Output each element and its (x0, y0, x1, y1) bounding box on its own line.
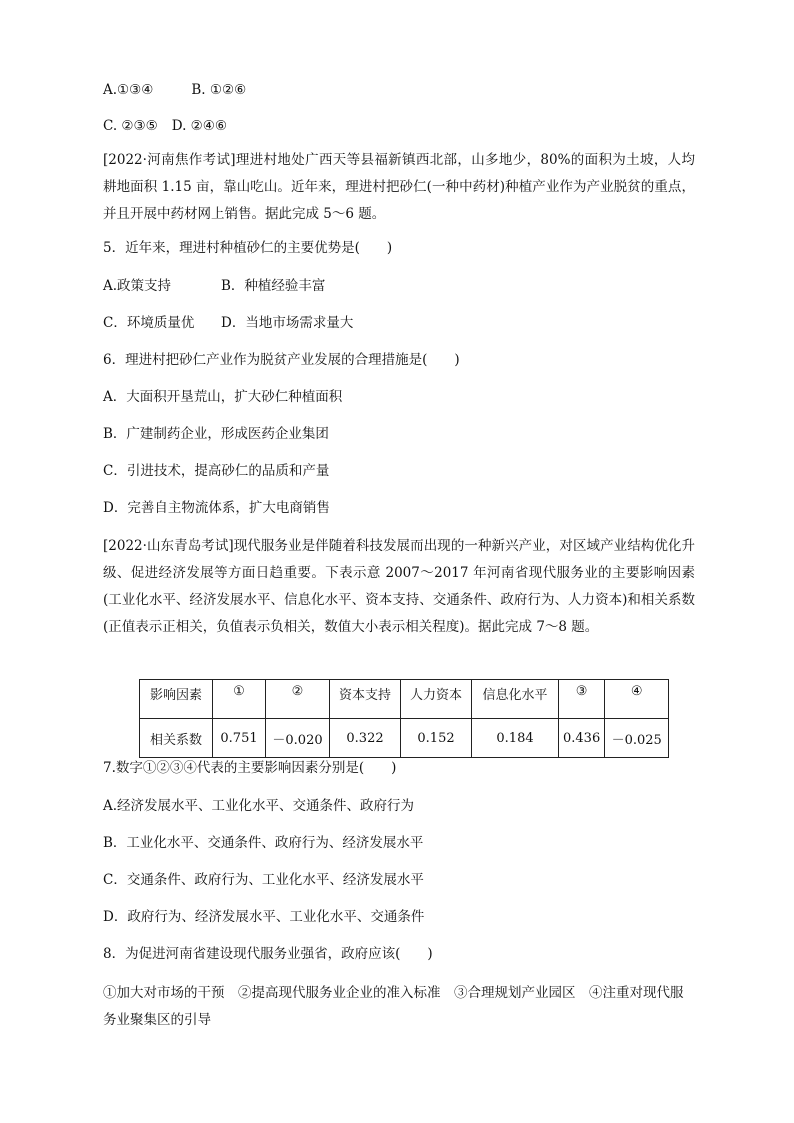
q4-option-c: C. ②③⑤ (103, 118, 158, 134)
table-cell: 相关系数 (140, 719, 213, 758)
table-cell: 影响因素 (140, 680, 213, 719)
q6-option-a: A．大面积开垦荒山，扩大砂仁种植面积 (103, 389, 343, 405)
factor-correlation-table (139, 679, 669, 758)
table-cell: ② (266, 680, 330, 719)
table-cell: 信息化水平 (472, 680, 559, 719)
q6-option-c: C．引进技术，提高砂仁的品质和产量 (103, 463, 330, 479)
table-cell: ④ (605, 680, 669, 719)
q7-stem: 7.数字①②③④代表的主要影响因素分别是( ) (103, 760, 397, 776)
table-row (140, 719, 669, 758)
q7-option-d: D．政府行为、经济发展水平、工业化水平、交通条件 (103, 909, 425, 925)
table-cell: －0.025 (605, 719, 669, 758)
table-cell: ① (213, 680, 266, 719)
q6-stem: 6．理进村把砂仁产业作为脱贫产业发展的合理措施是( ) (103, 352, 460, 368)
q4-options-row-2 (103, 116, 227, 136)
q7-option-c: C．交通条件、政府行为、工业化水平、经济发展水平 (103, 872, 424, 888)
q5-option-d: D．当地市场需求量大 (221, 315, 354, 331)
q5-options-row-1 (103, 276, 325, 296)
table-cell: ③ (559, 680, 605, 719)
q8-choices: ①加大对市场的干预 ②提高现代服务业企业的准入标准 ③合理规划产业园区 ④注重对现代服务业聚集区的引导 (103, 985, 684, 1028)
q6-option-d: D．完善自主物流体系，扩大电商销售 (103, 500, 330, 516)
q4-options-row-1 (103, 80, 246, 100)
table-cell: 资本支持 (330, 680, 401, 719)
passage-5-6: [2022·河南焦作考试]理进村地处广西天等县福新镇西北部，山多地少，80%的面积为土坡，人均耕地面积 1.15 亩，靠山吃山。近年来，理进村把砂仁(一种中药材)种植产业作为产业脱贫的重点，并且开展中药材网上销售。据此完成 5～6 题。 (103, 152, 695, 222)
q7-option-a: A.经济发展水平、工业化水平、交通条件、政府行为 (103, 798, 415, 814)
q6-option-b: B．广建制药企业，形成医药企业集团 (103, 426, 329, 442)
q5-stem: 5．近年来，理进村种植砂仁的主要优势是( ) (103, 240, 393, 256)
q4-option-a: A.①③④ (103, 82, 154, 98)
q7-option-b: B．工业化水平、交通条件、政府行为、经济发展水平 (103, 835, 424, 851)
q4-option-b: B. ①②⑥ (191, 82, 247, 98)
table-cell: 0.751 (213, 719, 266, 758)
q5-option-b: B．种植经验丰富 (221, 278, 326, 294)
passage-7-8: [2022·山东青岛考试]现代服务业是伴随着科技发展而出现的一种新兴产业，对区域产业结构优化升级、促进经济发展等方面日趋重要。下表示意 2007～2017 年河南省现代服务业的主要影响因素(工业化水平、经济发展水平、信息化水平、资本支持、交通条件、政府行为、人力资本)和相关系数(正值表示正相关，负值表示负相关，数值大小表示相关程度)。据此完成 7～8 题。 (103, 538, 695, 635)
table-cell: 0.152 (401, 719, 472, 758)
q5-option-c: C．环境质量优 (103, 315, 195, 331)
q5-options-row-2 (103, 313, 353, 333)
table-cell: 0.322 (330, 719, 401, 758)
table-cell: －0.020 (266, 719, 330, 758)
table-header-row (140, 680, 669, 719)
q4-option-d: D. ②④⑥ (171, 118, 227, 134)
table-cell: 0.184 (472, 719, 559, 758)
table-cell: 人力资本 (401, 680, 472, 719)
q5-option-a: A.政策支持 (103, 278, 172, 294)
q8-stem: 8．为促进河南省建设现代服务业强省，政府应该( ) (103, 946, 433, 962)
table-cell: 0.436 (559, 719, 605, 758)
